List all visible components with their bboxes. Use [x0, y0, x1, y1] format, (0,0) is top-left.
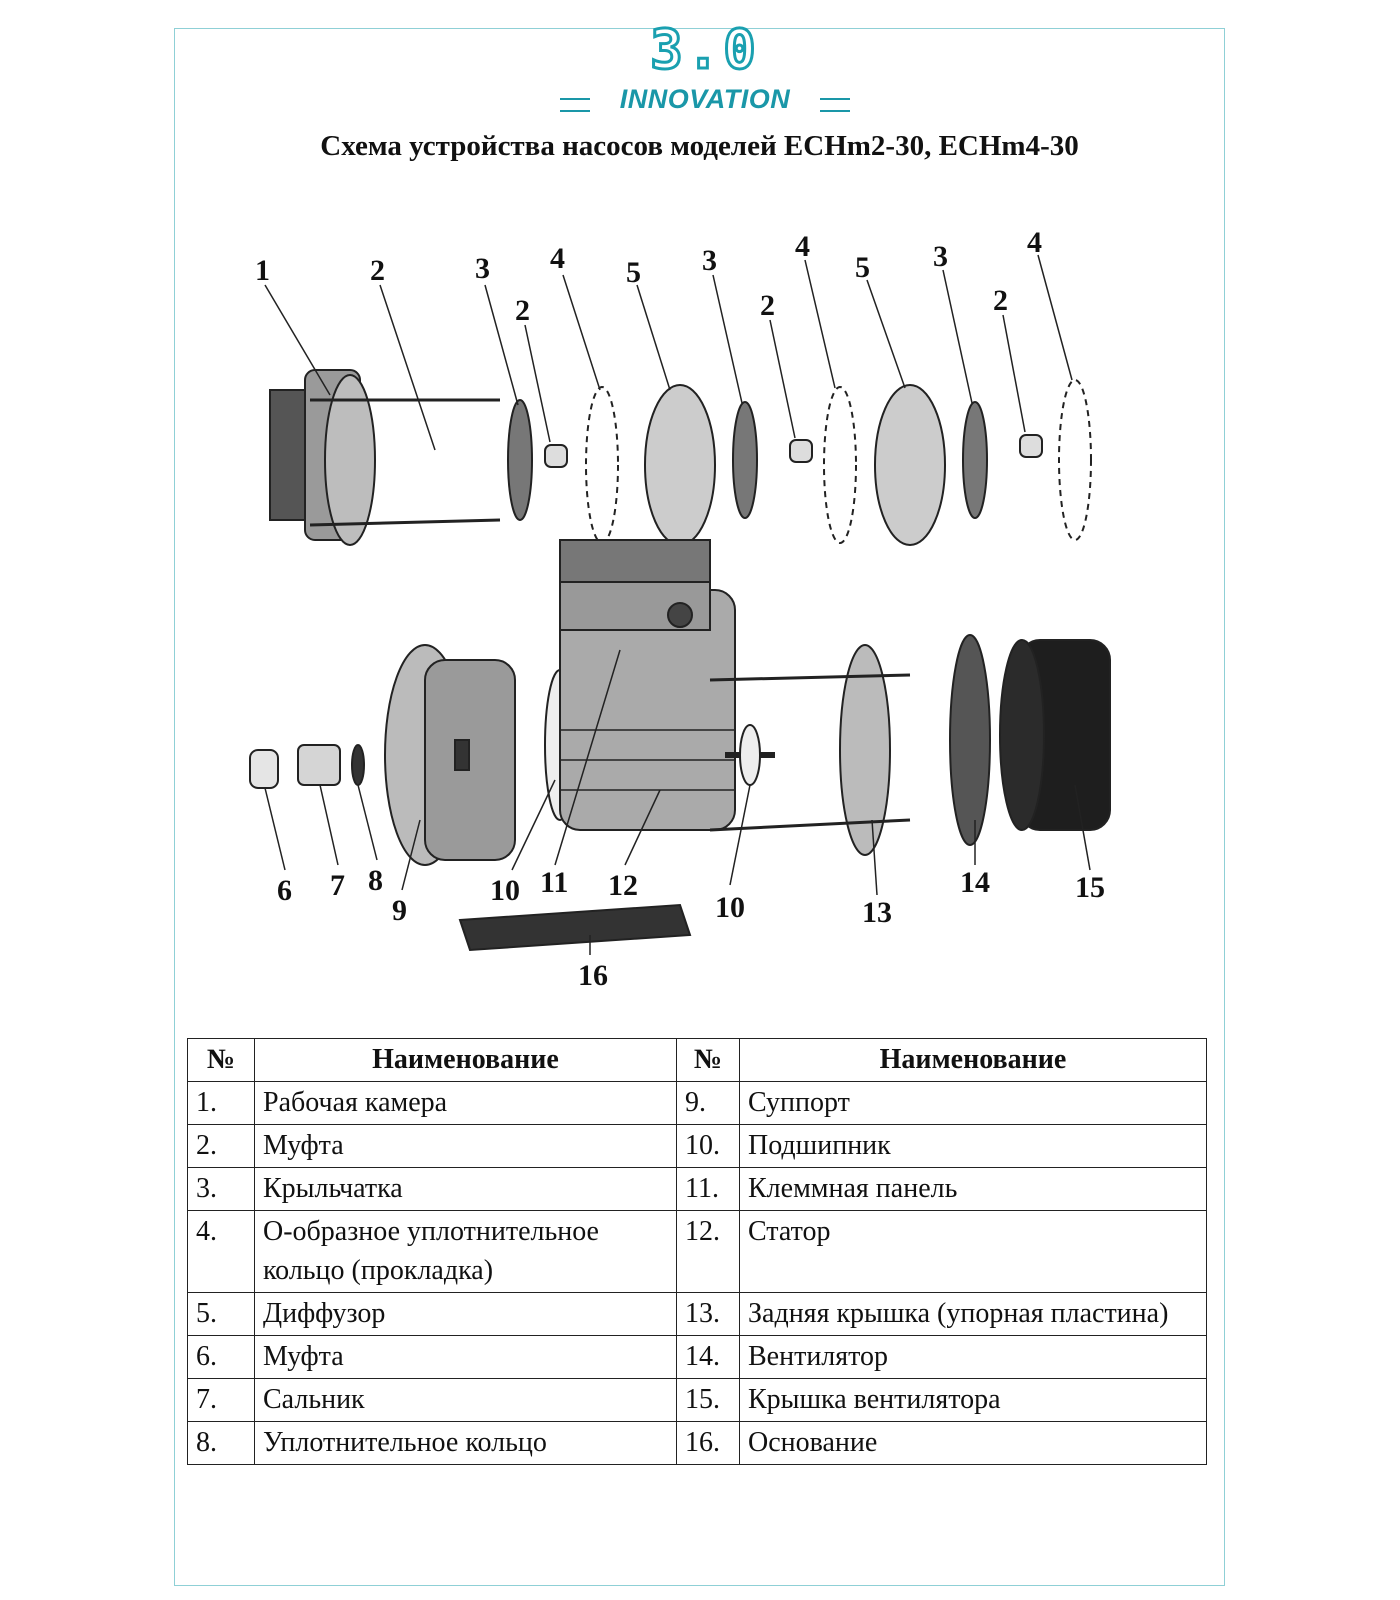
part-name: Диффузор	[255, 1293, 677, 1336]
part-name: Основание	[740, 1422, 1207, 1465]
callout-label: 5	[855, 251, 870, 284]
part-name: Муфта	[255, 1336, 677, 1379]
coupling-front-drawing	[250, 750, 278, 788]
exploded-pump-diagram	[230, 220, 1170, 1010]
callout-label: 10	[715, 891, 745, 924]
callout-label: 4	[795, 230, 810, 263]
impeller-drawing	[963, 402, 987, 518]
table-row	[188, 1125, 1207, 1168]
part-name: Уплотнительное кольцо	[255, 1422, 677, 1465]
part-name: О-образное уплотнительное кольцо (прокладка)	[255, 1211, 677, 1293]
coupling-drawing	[790, 440, 812, 462]
part-number: 10.	[677, 1125, 740, 1168]
working-chamber-drawing	[270, 370, 500, 545]
part-number: 2.	[188, 1125, 255, 1168]
callout-label: 3	[702, 244, 717, 277]
impeller-drawing	[733, 402, 757, 518]
coupling-drawing	[1020, 435, 1042, 457]
table-row	[188, 1082, 1207, 1125]
part-number: 14.	[677, 1336, 740, 1379]
callout-label: 10	[490, 874, 520, 907]
o-ring-drawing	[586, 387, 618, 543]
part-name: Муфта	[255, 1125, 677, 1168]
table-row	[188, 1168, 1207, 1211]
callout-label: 2	[515, 294, 530, 327]
part-number: 4.	[188, 1211, 255, 1293]
part-number: 6.	[188, 1336, 255, 1379]
callout-label: 9	[392, 894, 407, 927]
diffuser-drawing	[875, 385, 945, 545]
logo-mark: 3.0	[650, 18, 760, 81]
part-name: Сальник	[255, 1379, 677, 1422]
part-name: Крышка вентилятора	[740, 1379, 1207, 1422]
callout-label: 1	[255, 254, 270, 287]
part-name: Рабочая камера	[255, 1082, 677, 1125]
callout-label: 13	[862, 896, 892, 929]
part-name: Задняя крышка (упорная пластина)	[740, 1293, 1207, 1336]
callout-label: 2	[760, 289, 775, 322]
callout-label: 12	[608, 869, 638, 902]
callout-label: 3	[475, 252, 490, 285]
part-name: Статор	[740, 1211, 1207, 1293]
callout-label: 3	[933, 240, 948, 273]
part-number: 9.	[677, 1082, 740, 1125]
impeller-drawing	[508, 400, 532, 520]
callout-label: 2	[370, 254, 385, 287]
header-name-2: Наименование	[740, 1039, 1207, 1082]
part-number: 11.	[677, 1168, 740, 1211]
base-drawing	[460, 905, 690, 950]
fan-cover-drawing	[1000, 640, 1110, 830]
logo-word: INNOVATION	[619, 84, 791, 114]
table-row	[188, 1293, 1207, 1336]
part-number: 5.	[188, 1293, 255, 1336]
callout-label: 11	[540, 866, 569, 899]
terminal-box-drawing	[560, 540, 710, 582]
support-bracket-drawing	[385, 645, 515, 865]
bearing-rear-drawing	[740, 725, 760, 785]
part-name: Суппорт	[740, 1082, 1207, 1125]
table-row	[188, 1336, 1207, 1379]
header-num-2: №	[677, 1039, 740, 1082]
callout-label: 5	[626, 256, 641, 289]
table-row	[188, 1379, 1207, 1422]
logo-bars-right	[820, 98, 850, 112]
header-num: №	[188, 1039, 255, 1082]
o-ring-drawing	[1059, 380, 1091, 540]
part-number: 8.	[188, 1422, 255, 1465]
o-ring-drawing	[824, 387, 856, 543]
part-number: 16.	[677, 1422, 740, 1465]
callout-label: 7	[330, 869, 345, 902]
part-name: Вентилятор	[740, 1336, 1207, 1379]
seal-drawing	[298, 745, 340, 785]
callout-label: 2	[993, 284, 1008, 317]
parts-table	[187, 1038, 1207, 1465]
part-number: 13.	[677, 1293, 740, 1336]
part-name: Подшипник	[740, 1125, 1207, 1168]
diffuser-drawing	[645, 385, 715, 545]
stator-drawing	[560, 570, 735, 830]
part-number: 7.	[188, 1379, 255, 1422]
coupling-drawing	[545, 445, 567, 467]
callout-label: 4	[1027, 226, 1042, 259]
callout-label: 4	[550, 242, 565, 275]
callout-label: 8	[368, 864, 383, 897]
fan-drawing	[950, 635, 990, 845]
table-row	[188, 1211, 1207, 1293]
diagram-title: Схема устройства насосов моделей ECHm2-30, ECHm4-30	[320, 130, 1079, 162]
callout-label: 14	[960, 866, 990, 899]
part-number: 1.	[188, 1082, 255, 1125]
part-number: 12.	[677, 1211, 740, 1293]
brand-logo	[560, 20, 850, 115]
callout-label: 6	[277, 874, 292, 907]
callout-label: 15	[1075, 871, 1105, 904]
part-name: Крыльчатка	[255, 1168, 677, 1211]
part-number: 3.	[188, 1168, 255, 1211]
part-number: 15.	[677, 1379, 740, 1422]
table-row	[188, 1422, 1207, 1465]
table-header-row	[188, 1039, 1207, 1082]
callout-label: 16	[578, 959, 608, 992]
seal-ring-drawing	[352, 745, 364, 785]
part-name: Клеммная панель	[740, 1168, 1207, 1211]
header-name: Наименование	[255, 1039, 677, 1082]
